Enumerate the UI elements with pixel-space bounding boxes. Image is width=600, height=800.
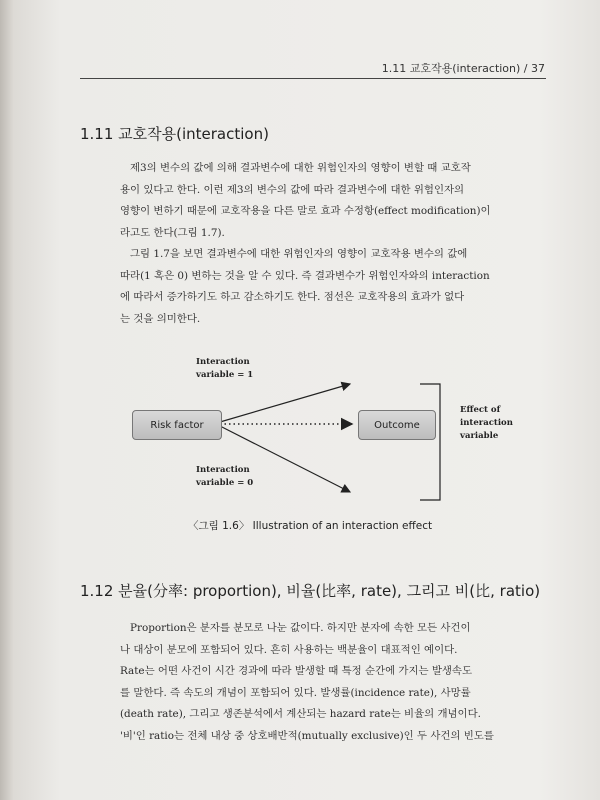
text-line: 라고도 한다(그림 1.7). <box>120 226 225 239</box>
text-line: 용이 있다고 한다. 이런 제3의 변수의 값에 따라 결과변수에 대한 위험인자의 <box>120 183 465 196</box>
text-line: 따라(1 혹은 0) 변하는 것을 알 수 있다. 즉 결과변수가 위험인자와의 interaction <box>120 269 490 282</box>
figure-caption: 〈그림 1.6〉 Illustration of an interaction effect <box>188 520 433 532</box>
page-gutter <box>0 0 14 800</box>
text-line: '비'인 ratio는 전체 내상 중 상호배반적(mutually exclusive)인 두 사건의 빈도를 <box>120 729 494 742</box>
arrow-variable-1 <box>220 384 350 422</box>
paragraph-figure-explanation <box>120 244 526 330</box>
section-heading-interaction: 1.11 교호작용(interaction) <box>80 125 269 143</box>
paragraph-interaction-definition <box>120 158 526 244</box>
label-effect-of-interaction <box>460 404 513 443</box>
text-line: (death rate), 그리고 생존분석에서 계산되는 hazard rate는 비율의 개념이다. <box>120 708 481 720</box>
label-line: interaction <box>460 418 513 428</box>
effect-bracket <box>420 384 440 500</box>
text-line: 제3의 변수의 값에 의해 결과변수에 대한 위험인자의 영향이 변할 때 교호작 <box>130 162 471 174</box>
text-line: 는 것을 의미한다. <box>120 312 201 325</box>
label-line: Interaction <box>196 357 250 367</box>
header-rule <box>80 78 546 79</box>
label-line: variable = 0 <box>196 478 254 488</box>
text-line: Rate는 어떤 사건이 시간 경과에 따라 발생할 때 특정 순간에 가지는 발생속도 <box>120 665 472 677</box>
paragraph-proportion-rate-ratio <box>120 618 526 747</box>
label-line: variable <box>460 431 499 441</box>
label-line: Interaction <box>196 465 250 475</box>
text-line: 나 대상이 분모에 포함되어 있다. 흔히 사용하는 백분율이 대표적인 예이다. <box>120 643 458 656</box>
text-line: 에 따라서 증가하기도 하고 감소하기도 한다. 점선은 교호작용의 효과가 없다 <box>120 291 465 303</box>
text-line: Proportion은 분자를 분모로 나눈 값이다. 하지만 분자에 속한 모든 사건이 <box>130 622 471 634</box>
interaction-diagram <box>120 350 540 520</box>
text-line: 를 말한다. 즉 속도의 개념이 포함되어 있다. 발생률(incidence rate), 사망률 <box>120 686 471 699</box>
label-line: Effect of <box>460 405 501 415</box>
outcome-box: Outcome <box>358 410 436 440</box>
text-line: 영향이 변하기 때문에 교호작용을 다른 말로 효과 수정항(effect modification)이 <box>120 205 491 217</box>
label-interaction-variable-1 <box>196 356 253 382</box>
risk-factor-box: Risk factor <box>132 410 222 440</box>
text-line: 그림 1.7을 보면 결과변수에 대한 위험인자의 영향이 교호작용 변수의 값에 <box>130 248 468 260</box>
section-heading-proportion: 1.12 분율(分率: proportion), 비율(比率, rate), 그리고 비(比, ratio) <box>80 582 541 600</box>
label-interaction-variable-0 <box>196 464 253 490</box>
running-head: 1.11 교호작용(interaction) / 37 <box>381 62 545 75</box>
label-line: variable = 1 <box>196 370 254 380</box>
